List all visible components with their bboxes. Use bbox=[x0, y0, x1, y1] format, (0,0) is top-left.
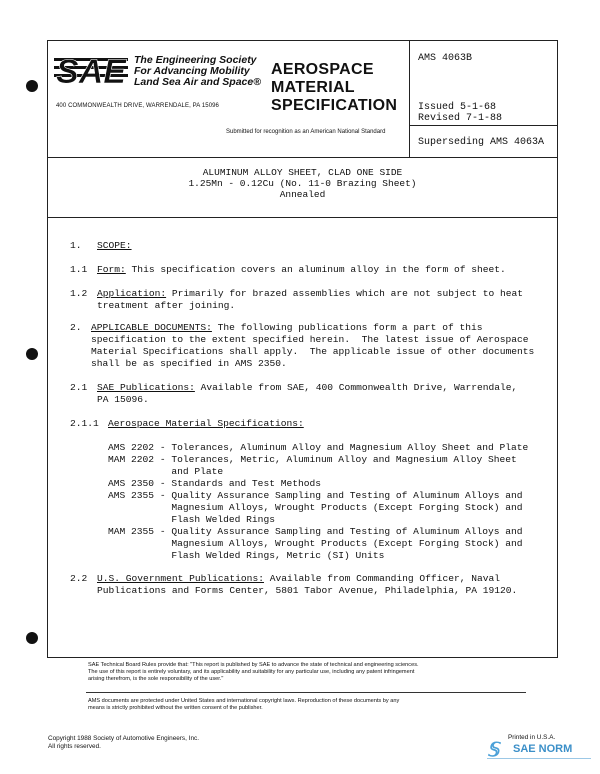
doc-list-line-5: AMS 2355 - Quality Assurance Sampling and Testing of Aluminum Alloys and bbox=[108, 490, 523, 501]
doc-list-line-6: Magnesium Alloys, Wrought Products (Except Forging Stock) and bbox=[108, 502, 523, 513]
ams-number: AMS 4063B bbox=[418, 53, 473, 64]
section-1-1-paragraph bbox=[97, 264, 506, 276]
copyright-notice bbox=[88, 698, 399, 712]
sae-norm-mark: 𝕊 bbox=[487, 740, 499, 761]
spec-number-panel bbox=[409, 41, 558, 157]
section-2-2-heading: U.S. Government Publications: bbox=[97, 573, 264, 584]
section-2-text-4: shall be as specified in AMS 2350. bbox=[91, 358, 287, 369]
sae-address: 400 COMMONWEALTH DRIVE, WARRENDALE, PA 15096 bbox=[56, 103, 219, 109]
section-1-2-number: 1.2 bbox=[70, 288, 88, 299]
recognition-note: Submitted for recognition as an American National Standard bbox=[226, 129, 386, 135]
section-2-text-1: The following publications form a part of this bbox=[211, 322, 483, 333]
section-2-number: 2. bbox=[70, 322, 82, 333]
doc-list-line-9: Magnesium Alloys, Wrought Products (Except Forging Stock) and bbox=[108, 538, 523, 549]
section-2-1-1-heading: Aerospace Material Specifications: bbox=[108, 418, 304, 429]
spec-title-line-3: SPECIFICATION bbox=[271, 97, 398, 114]
sae-logo-text: SAE bbox=[56, 53, 126, 90]
society-line-3: Land Sea Air and Space® bbox=[134, 76, 261, 88]
doc-list-line-4: AMS 2350 - Standards and Test Methods bbox=[108, 478, 322, 489]
society-tagline bbox=[134, 55, 261, 88]
doc-list-line-1: AMS 2202 - Tolerances, Aluminum Alloy and Magnesium Alloy Sheet and Plate bbox=[108, 442, 529, 453]
copyright-year: Copyright 1988 Society of Automotive Engineers, Inc. bbox=[48, 735, 199, 742]
title-divider bbox=[48, 217, 557, 218]
issue-dates bbox=[418, 102, 502, 124]
superseding-divider bbox=[410, 125, 558, 126]
issued-date: Issued 5-1-68 bbox=[418, 102, 497, 113]
sae-norm-text: SAE NORM bbox=[513, 743, 573, 755]
section-2-2-number: 2.2 bbox=[70, 573, 88, 584]
section-1-heading: SCOPE: bbox=[97, 240, 132, 251]
section-1-1-text: This specification covers an aluminum alloy in the form of sheet. bbox=[125, 264, 506, 275]
section-2-1-1-number: 2.1.1 bbox=[70, 418, 99, 429]
title-line-2: 1.25Mn - 0.12Cu (No. 11-0 Brazing Sheet) bbox=[188, 178, 417, 189]
printed-in: Printed in U.S.A. bbox=[508, 734, 556, 741]
section-1-1-number: 1.1 bbox=[70, 264, 88, 275]
spec-title-line-1: AEROSPACE bbox=[271, 61, 374, 78]
rules-line-3: arising therefrom, is the sole responsibility of the user." bbox=[88, 676, 224, 682]
sae-logo bbox=[54, 52, 128, 90]
section-2-1-text-2: PA 15096. bbox=[97, 394, 149, 405]
document-header bbox=[48, 41, 557, 158]
section-2-1-paragraph bbox=[97, 382, 517, 394]
section-2-1-heading: SAE Publications: bbox=[97, 382, 195, 393]
rules-line-1: SAE Technical Board Rules provide that: "This report is published by SAE to advance the state of technical and engineering sciences. bbox=[88, 662, 419, 668]
section-2-text-2: specification to the extent specified herein. The latest issue of Aerospace bbox=[91, 334, 529, 345]
material-title bbox=[48, 167, 557, 200]
section-2-1-number: 2.1 bbox=[70, 382, 88, 393]
footer-divider bbox=[86, 692, 526, 693]
section-1-2-heading: Application: bbox=[97, 288, 167, 299]
revised-date: Revised 7-1-88 bbox=[418, 113, 503, 124]
sae-norm-watermark bbox=[487, 739, 591, 761]
section-1-1-heading: Form: bbox=[97, 264, 126, 275]
spec-type-title bbox=[271, 61, 397, 115]
section-2-1-text-1: Available from SAE, 400 Commonwealth Drive, Warrendale, bbox=[194, 382, 518, 393]
punch-hole-bottom bbox=[26, 632, 38, 644]
society-line-1: The Engineering Society bbox=[134, 54, 257, 66]
punch-hole-middle bbox=[26, 348, 38, 360]
section-1-2-paragraph bbox=[97, 288, 523, 300]
rules-line-2: The use of this report is entirely voluntary, and its applicability and suitability for any particular use, including any patent infringement bbox=[88, 669, 415, 675]
doc-list-line-8: MAM 2355 - Quality Assurance Sampling and Testing of Aluminum Alloys and bbox=[108, 526, 523, 537]
copyright-line bbox=[48, 735, 199, 751]
section-2-2-text-1: Available from Commanding Officer, Naval bbox=[263, 573, 501, 584]
section-1-2-text-1: Primarily for brazed assemblies which are not subject to heat bbox=[166, 288, 524, 299]
copyright-notice-line-2: means is strictly prohibited without the written consent of the publisher. bbox=[88, 705, 263, 711]
society-line-2: For Advancing Mobility bbox=[134, 65, 250, 77]
section-2-2-paragraph bbox=[97, 573, 500, 585]
punch-hole-top bbox=[26, 80, 38, 92]
sae-norm-underline bbox=[487, 758, 591, 762]
all-rights-reserved: All rights reserved. bbox=[48, 743, 101, 750]
title-line-3: Annealed bbox=[279, 189, 326, 200]
spec-title-line-2: MATERIAL bbox=[271, 79, 355, 96]
doc-list-line-2: MAM 2202 - Tolerances, Metric, Aluminum Alloy and Magnesium Alloy Sheet bbox=[108, 454, 517, 465]
section-1-2-text-2: treatment after joining. bbox=[97, 300, 236, 311]
section-2-heading: APPLICABLE DOCUMENTS: bbox=[91, 322, 212, 333]
title-line-1: ALUMINUM ALLOY SHEET, CLAD ONE SIDE bbox=[202, 167, 403, 178]
technical-board-rules bbox=[88, 662, 419, 683]
doc-list-line-3: and Plate bbox=[108, 466, 224, 477]
doc-list-line-10: Flash Welded Rings, Metric (SI) Units bbox=[108, 550, 385, 561]
section-1-number: 1. bbox=[70, 240, 82, 251]
section-2-text-3: Material Specifications shall apply. The applicable issue of other documents bbox=[91, 346, 535, 357]
section-2-paragraph bbox=[91, 322, 483, 334]
superseding-note: Superseding AMS 4063A bbox=[418, 137, 545, 148]
section-2-2-text-2: Publications and Forms Center, 5801 Tabor Avenue, Philadelphia, PA 19120. bbox=[97, 585, 518, 596]
copyright-notice-line-1: AMS documents are protected under United States and international copyright laws. Reproduction of these documents by any bbox=[88, 698, 400, 704]
doc-list-line-7: Flash Welded Rings bbox=[108, 514, 275, 525]
